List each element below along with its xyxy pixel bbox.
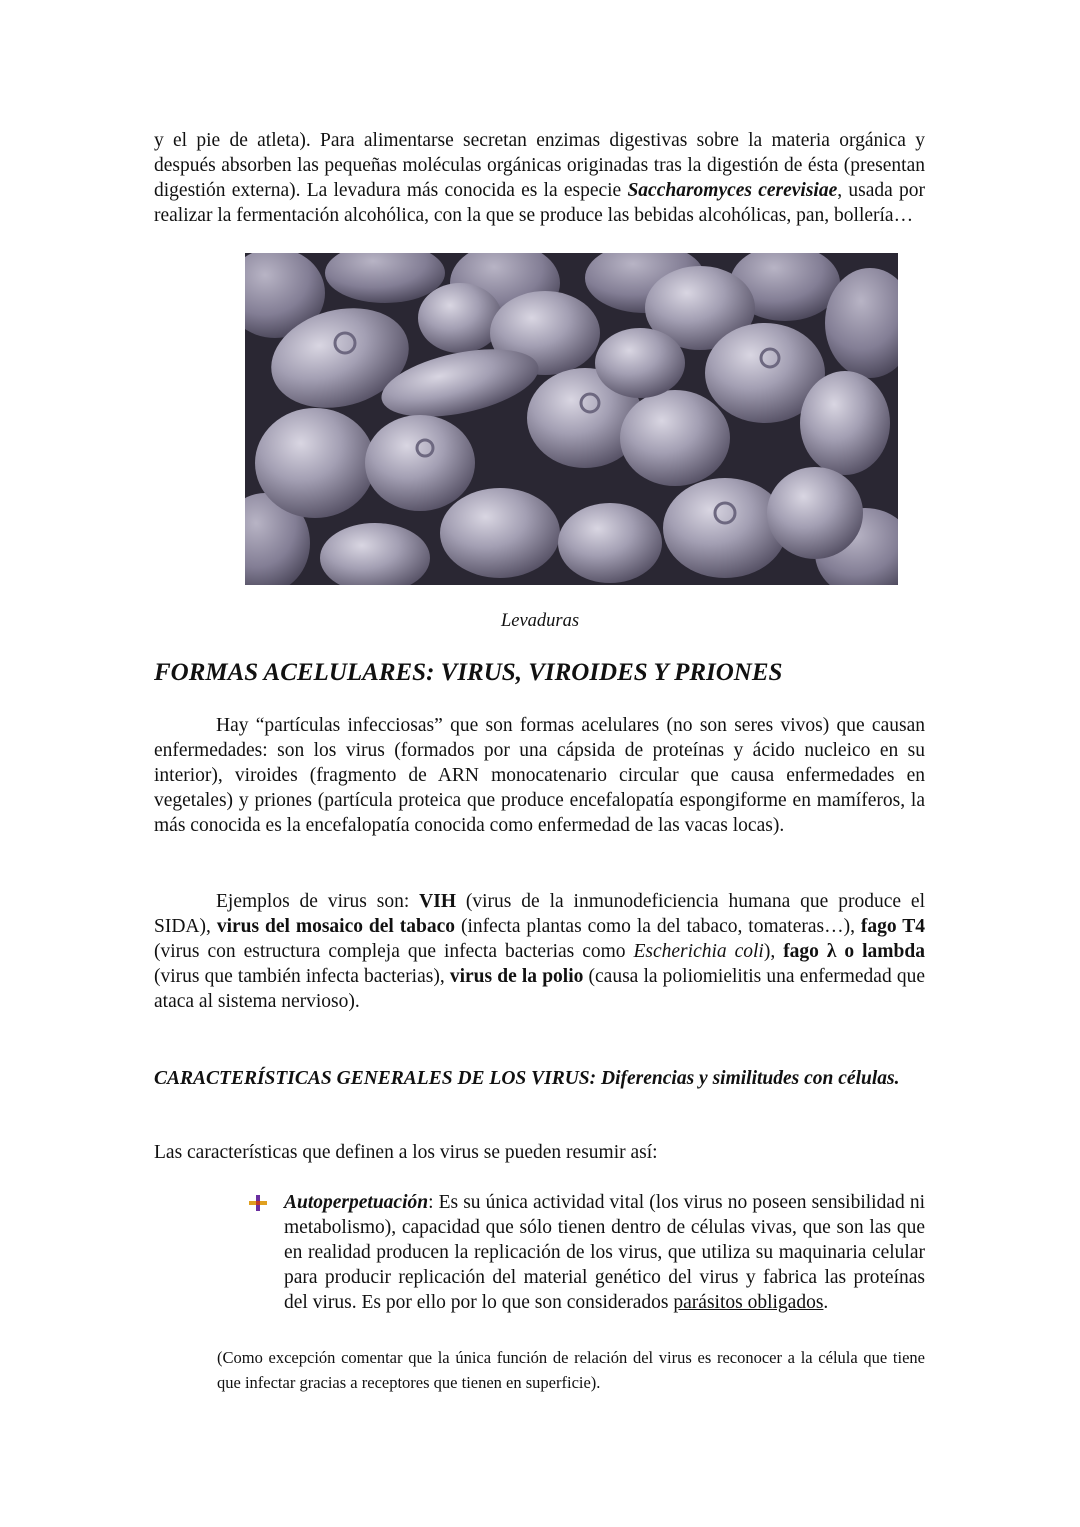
intro-paragraph <box>154 128 925 228</box>
examples-text-1: Ejemplos de virus son: <box>216 891 420 912</box>
intro-text-1: y el pie de atleta). Para alimentarse secretan enzimas digestivas sobre la materia orgánica y después absorben las pequeñas moléculas orgánicas originadas tras la digestión de ésta (presentan digestión externa). La levadura más conocida es la especie <box>154 130 925 201</box>
yeast-cells-illustration <box>245 253 898 585</box>
acellular-paragraph <box>154 713 925 838</box>
virus-examples-paragraph <box>154 889 925 1014</box>
examples-text-4: (virus con estructura compleja que infecta bacterias como <box>154 941 634 962</box>
examples-text-2: (virus de la inmunodeficiencia humana que produce el SIDA), <box>154 891 925 937</box>
section-title-virus-characteristics: CARACTERÍSTICAS GENERALES DE LOS VIRUS: Diferencias y similitudes con células. <box>154 1068 900 1089</box>
examples-text-3: (infecta plantas como la del tabaco, tomateras…), <box>455 916 861 937</box>
term-lambda-phage: fago λ o lambda <box>783 941 925 962</box>
term-autoperpetuation: Autoperpetuación <box>284 1192 429 1213</box>
examples-text-6: (virus que también infecta bacterias), <box>154 966 450 987</box>
term-polio: virus de la polio <box>449 966 584 987</box>
species-name: Saccharomyces cerevisiae <box>627 180 838 201</box>
bullet-text-2: . <box>823 1292 829 1313</box>
yeast-micrograph-image <box>245 253 898 585</box>
term-tmv: virus del mosaico del tabaco <box>216 916 456 937</box>
intro-text-2: , usada por realizar la fermentación alcohólica, con la que se produce las bebidas alcohólicas, pan, bollería… <box>154 180 925 226</box>
term-vih: VIH <box>419 891 456 912</box>
section-title-acellular: FORMAS ACELULARES: VIRUS, VIROIDES Y PRIONES <box>154 659 783 686</box>
characteristics-intro: Las características que definen a los virus se pueden resumir así: <box>154 1142 658 1163</box>
term-t4-phage: fago T4 <box>860 916 925 937</box>
term-ecoli: Escherichia coli <box>633 941 764 962</box>
acellular-text: Hay “partículas infecciosas” que son formas acelulares (no son seres vivos) que causan enfermedades: son los virus (formados por una cápsida de proteínas y ácido nucleico en su interior), viroides (fragmento de ARN monocatenario circular que causa enfermedades en vegetales) y priones (partícula proteica que produce encefalopatía espongiforme en mamíferos, la más conocida es la encefalopatía conocida como enfermedad de las vacas locas). <box>154 715 925 836</box>
plus-bullet-icon <box>248 1194 268 1212</box>
exception-note: (Como excepción comentar que la única función de relación del virus es reconocer a la célula que tiene que infectar gracias a receptores que tienen en superficie). <box>217 1348 925 1392</box>
list-item-autoperpetuation <box>248 1190 925 1315</box>
bullet-text-1: : Es su única actividad vital (los virus no poseen sensibilidad ni metabolismo), capacidad que sólo tienen dentro de células vivas, que son las que en realidad producen la replicación de los virus, que utiliza su maquinaria celular para producir replicación del material genético del virus y fabrica las proteínas del virus. Es por ello por lo que son considerados <box>284 1192 925 1313</box>
term-obligate-parasites: parásitos obligados <box>673 1292 824 1313</box>
examples-text-5: ), <box>763 941 784 962</box>
examples-text-7: (causa la poliomielitis una enfermedad que ataca al sistema nervioso). <box>154 966 926 1012</box>
figure-caption: Levaduras <box>500 611 580 631</box>
